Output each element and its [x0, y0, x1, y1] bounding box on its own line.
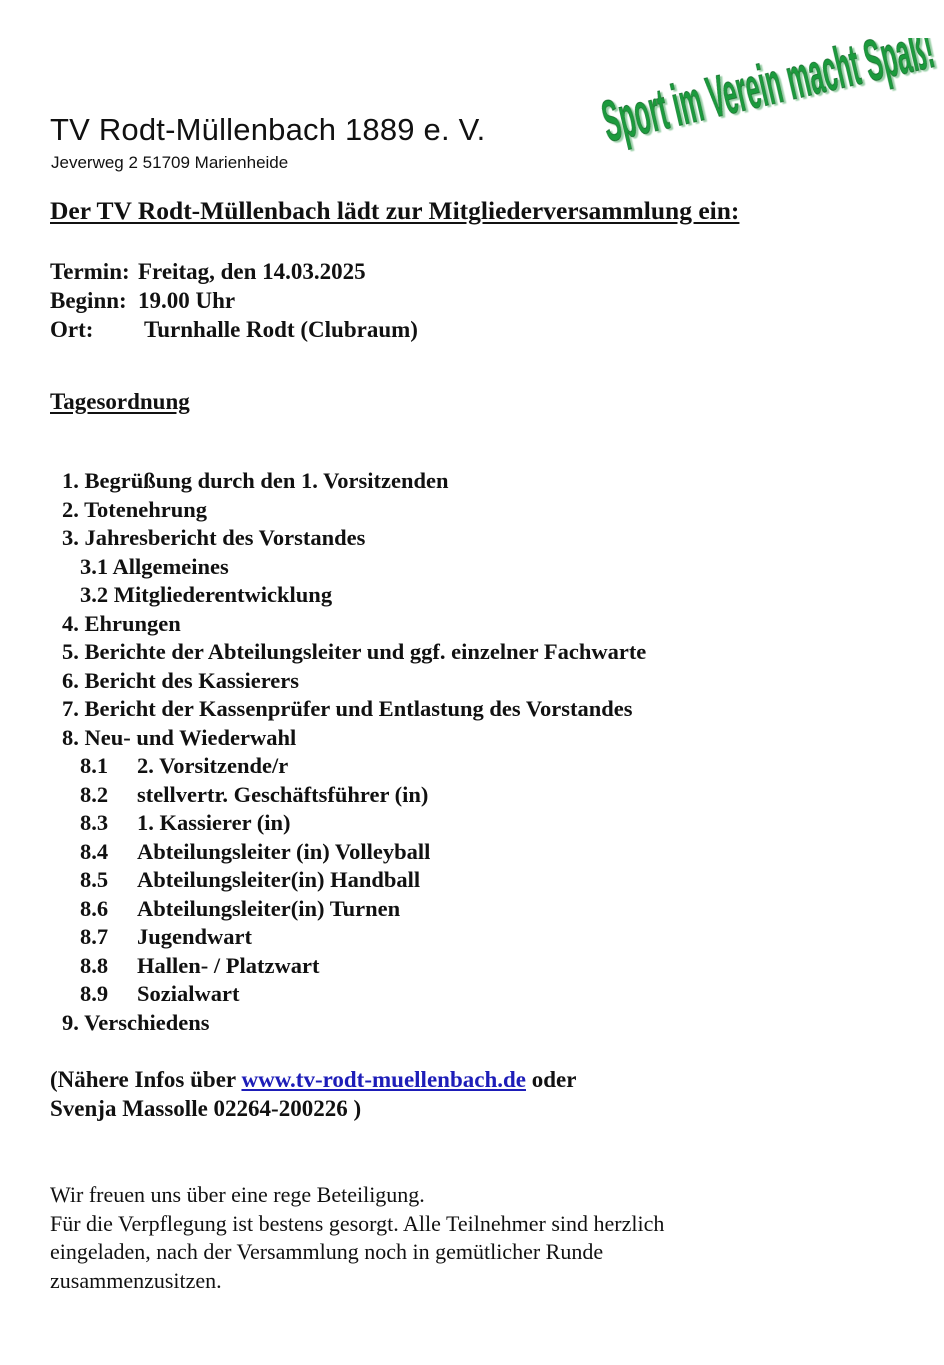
agenda-title: Tagesordnung [50, 389, 190, 414]
agenda-subitem: 3.1 Allgemeines [80, 553, 229, 579]
termin-row [50, 257, 418, 286]
closing-line: Für die Verpflegung ist bestens gesorgt. Alle Teilnehmer sind herzlich [50, 1210, 665, 1236]
agenda-subitem [62, 866, 646, 895]
termin-value: Freitag, den 14.03.2025 [138, 259, 366, 284]
ort-value: Turnhalle Rodt (Clubraum) [144, 317, 418, 342]
invitation-heading: Der TV Rodt-Müllenbach lädt zur Mitgliederversammlung ein: [50, 196, 740, 225]
closing-line: Wir freuen uns über eine rege Beteiligung. [50, 1182, 425, 1207]
slogan-wordart [600, 38, 940, 158]
agenda-subitem-text: 2. Vorsitzende/r [137, 753, 289, 778]
agenda-item: 1. Begrüßung durch den 1. Vorsitzenden [62, 468, 449, 493]
info-line [50, 1066, 576, 1095]
meeting-details [50, 257, 418, 344]
organization-name: TV Rodt-Müllenbach 1889 e. V. [50, 112, 486, 147]
agenda-subitem-text: Abteilungsleiter(in) Turnen [137, 895, 401, 921]
agenda-subitem-number: 8.6 [80, 895, 109, 921]
agenda-item: 6. Bericht des Kassierers [62, 667, 300, 693]
info-contact [50, 1066, 576, 1123]
ort-row [50, 315, 418, 344]
agenda-item: 8. Neu- und Wiederwahl [62, 724, 297, 750]
beginn-row [50, 286, 418, 315]
ort-label: Ort: [50, 317, 94, 342]
agenda-subitem-text: Jugendwart [137, 924, 253, 949]
termin-label: Termin: [50, 259, 130, 284]
contact-line: Svenja Massolle 02264-200226 ) [50, 1095, 362, 1121]
agenda-subitem [62, 980, 646, 1009]
agenda-subitem [62, 781, 646, 810]
slogan-text: Sport im Verein macht Spaß! [600, 38, 940, 155]
agenda-subitem: 3.2 Mitgliederentwicklung [80, 582, 333, 607]
beginn-value: 19.00 Uhr [138, 288, 236, 313]
agenda-subitem-text: Hallen- / Platzwart [137, 952, 320, 978]
agenda-subitem-number: 8.7 [80, 924, 109, 949]
organization-address: Jeverweg 2 51709 Marienheide [51, 153, 289, 172]
agenda-subitem-number: 8.4 [80, 838, 109, 864]
closing-paragraph [50, 1181, 910, 1295]
agenda-subitem-text: 1. Kassierer (in) [137, 810, 291, 835]
info-suffix: oder [525, 1067, 577, 1092]
closing-line: zusammenzusitzen. [50, 1267, 222, 1293]
info-prefix: (Nähere Infos über [50, 1067, 242, 1092]
agenda-item: 9. Verschiedens [62, 1009, 210, 1035]
website-link[interactable]: www.tv-rodt-muellenbach.de [241, 1067, 526, 1092]
agenda-subitem [62, 809, 646, 838]
agenda-list [62, 467, 646, 1037]
agenda-subitem-number: 8.5 [80, 867, 109, 892]
agenda-subitem-number: 8.3 [80, 810, 109, 835]
agenda-subitem [62, 752, 646, 781]
agenda-subitem-number: 8.9 [80, 981, 109, 1006]
agenda-subitem [62, 952, 646, 981]
agenda-item: 7. Bericht der Kassenprüfer und Entlastung des Vorstandes [62, 696, 633, 721]
agenda-subitem-number: 8.1 [80, 753, 109, 778]
closing-line: eingeladen, nach der Versammlung noch in gemütlicher Runde [50, 1239, 604, 1265]
agenda-subitem-text: stellvertr. Geschäftsführer (in) [137, 781, 429, 807]
agenda-item: 3. Jahresbericht des Vorstandes [62, 525, 366, 550]
agenda-subitem-text: Abteilungsleiter (in) Volleyball [137, 838, 431, 864]
agenda-item: 2. Totenehrung [62, 496, 208, 522]
agenda-item: 4. Ehrungen [62, 610, 181, 636]
agenda-subitem-text: Abteilungsleiter(in) Handball [137, 867, 421, 892]
agenda-subitem-text: Sozialwart [137, 981, 240, 1006]
agenda-subitem [62, 838, 646, 867]
agenda-subitem [62, 895, 646, 924]
agenda-subitem-number: 8.2 [80, 781, 109, 807]
beginn-label: Beginn: [50, 288, 127, 313]
agenda-subitem [62, 923, 646, 952]
agenda-item: 5. Berichte der Abteilungsleiter und ggf. einzelner Fachwarte [62, 639, 647, 664]
agenda-subitem-number: 8.8 [80, 952, 109, 978]
